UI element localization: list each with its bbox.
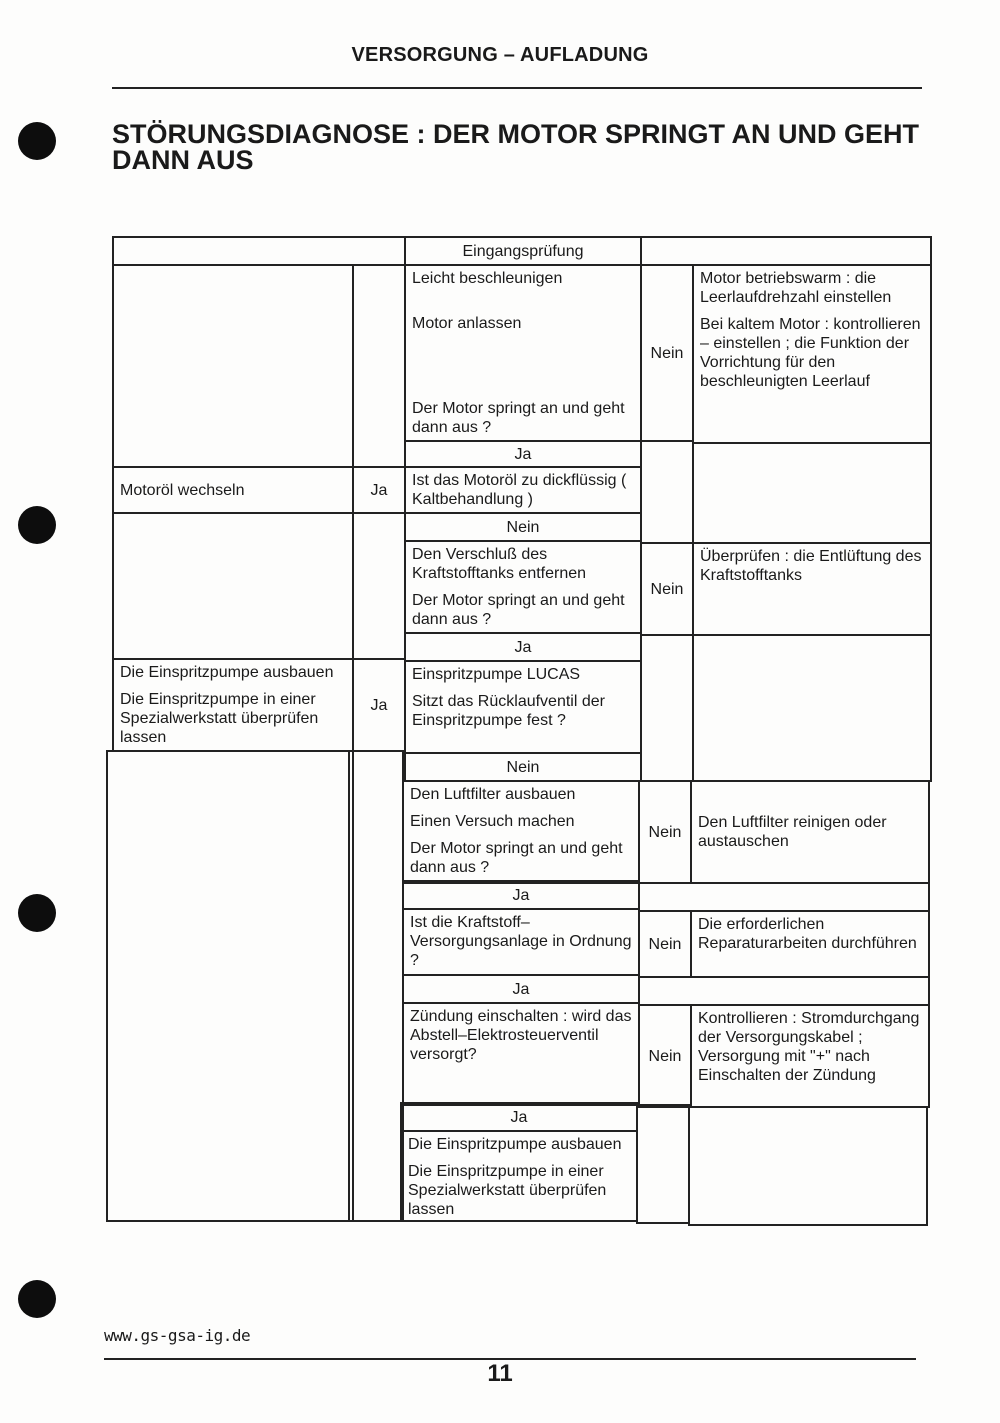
step4-question: Sitzt das Rücklaufventil der Einspritzpumpe fest ?: [412, 693, 605, 729]
step2-no-cell: Nein: [404, 512, 642, 542]
step1-no-cell: Nein: [640, 264, 694, 442]
binder-hole: [18, 1280, 56, 1318]
step6-result-cell: Die erforderlichen Reparaturarbeiten durchführen: [690, 910, 930, 978]
title-line-1: STÖRUNGSDIAGNOSE : DER MOTOR SPRINGT AN UND GEHT: [112, 119, 920, 149]
page-title: [112, 121, 942, 173]
step4-no-cell: Nein: [404, 752, 642, 782]
step4-action-a: Die Einspritzpumpe ausbauen: [120, 664, 334, 681]
step1-text-a: Leicht beschleunigen: [412, 270, 563, 287]
step3-no-cell: Nein: [640, 542, 694, 636]
empty-cell: [112, 236, 406, 266]
step1-text-b: Motor anlassen: [412, 315, 522, 332]
step3-result-cell: Überprüfen : die Entlüftung des Kraftstofftanks: [692, 542, 932, 636]
step7-result-cell: Kontrollieren : Stromdurchgang der Versorgungskabel ; Versorgung mit "+" nach Einschalten der Zündung: [690, 1004, 930, 1108]
step6-question-cell: Ist die Kraftstoff–Versorgungsanlage in Ordnung ?: [402, 908, 640, 976]
empty-cell: [640, 634, 694, 782]
step4-action-b: Die Einspritzpumpe in einer Spezialwerkstatt überprüfen lassen: [120, 691, 319, 746]
step5-result-cell: Den Luftfilter reinigen oder austauschen: [690, 780, 930, 884]
step1-result-a: Motor betriebswarm : die Leerlaufdrehzahl einstellen: [700, 270, 892, 306]
empty-cell: [692, 442, 932, 544]
step1-result-cell: [692, 264, 932, 444]
empty-cell: [352, 512, 406, 660]
footer-url: www.gs-gsa-ig.de: [104, 1326, 251, 1345]
step4-cell: [404, 660, 642, 754]
step5-yes-cell: Ja: [402, 880, 640, 910]
step5-text-b: Einen Versuch machen: [410, 813, 575, 830]
step7-yes-cell: Ja: [400, 1102, 638, 1132]
step4-action-cell: [112, 658, 354, 752]
empty-cell: [692, 634, 932, 782]
step6-yes-cell: Ja: [402, 974, 640, 1004]
header-rule: [112, 87, 922, 89]
step4-text-a: Einspritzpumpe LUCAS: [412, 666, 581, 683]
empty-cell: [636, 1104, 690, 1224]
title-line-2: DANN AUS: [112, 145, 254, 175]
empty-cell: [638, 882, 930, 912]
step5-question: Der Motor springt an und geht dann aus ?: [410, 840, 623, 876]
step7-no-cell: Nein: [638, 1004, 692, 1108]
step5-no-cell: Nein: [638, 780, 692, 884]
binder-hole: [18, 506, 56, 544]
section-header: VERSORGUNG – AUFLADUNG: [351, 44, 649, 66]
step3-cell: [404, 540, 642, 634]
page-number: 11: [487, 1360, 513, 1387]
empty-cell: [348, 750, 404, 1222]
step8-cell: [400, 1130, 638, 1222]
empty-cell: [638, 976, 930, 1006]
step1-cell: [404, 264, 642, 442]
empty-cell: [112, 264, 354, 468]
step1-result-b: Bei kaltem Motor : kontrollieren – einstellen ; die Funktion der Vorrichtung für den beschleunigten Leerlauf: [700, 316, 921, 390]
step8-text-a: Die Einspritzpumpe ausbauen: [408, 1136, 622, 1153]
empty-cell: [688, 1106, 928, 1226]
empty-cell: [106, 750, 354, 1222]
step1-yes-cell: Ja: [404, 440, 642, 468]
step4-yes-cell: Ja: [352, 658, 406, 752]
step1-question: Der Motor springt an und geht dann aus ?: [412, 400, 625, 436]
binder-hole: [18, 894, 56, 932]
empty-cell: [352, 264, 406, 468]
step3-question: Der Motor springt an und geht dann aus ?: [412, 592, 625, 628]
step2-question-cell: Ist das Motoröl zu dickflüssig ( Kaltbehandlung ): [404, 466, 642, 514]
step6-no-cell: Nein: [638, 910, 692, 978]
step3-text-a: Den Verschluß des Kraftstofftanks entfernen: [412, 546, 587, 582]
step5-text-a: Den Luftfilter ausbauen: [410, 786, 576, 803]
step2-yes-cell: Ja: [352, 466, 406, 514]
step8-text-b: Die Einspritzpumpe in einer Spezialwerkstatt überprüfen lassen: [408, 1163, 607, 1218]
start-cell: Eingangsprüfung: [404, 236, 642, 266]
empty-cell: [640, 440, 694, 544]
step7-question-cell: Zündung einschalten : wird das Abstell–Elektrosteuerventil versorgt?: [402, 1002, 640, 1106]
empty-cell: [640, 236, 932, 266]
empty-cell: [112, 512, 354, 660]
step3-yes-cell: Ja: [404, 632, 642, 662]
step5-cell: [402, 780, 640, 884]
binder-hole: [18, 122, 56, 160]
step2-action-cell: Motoröl wechseln: [112, 466, 354, 514]
